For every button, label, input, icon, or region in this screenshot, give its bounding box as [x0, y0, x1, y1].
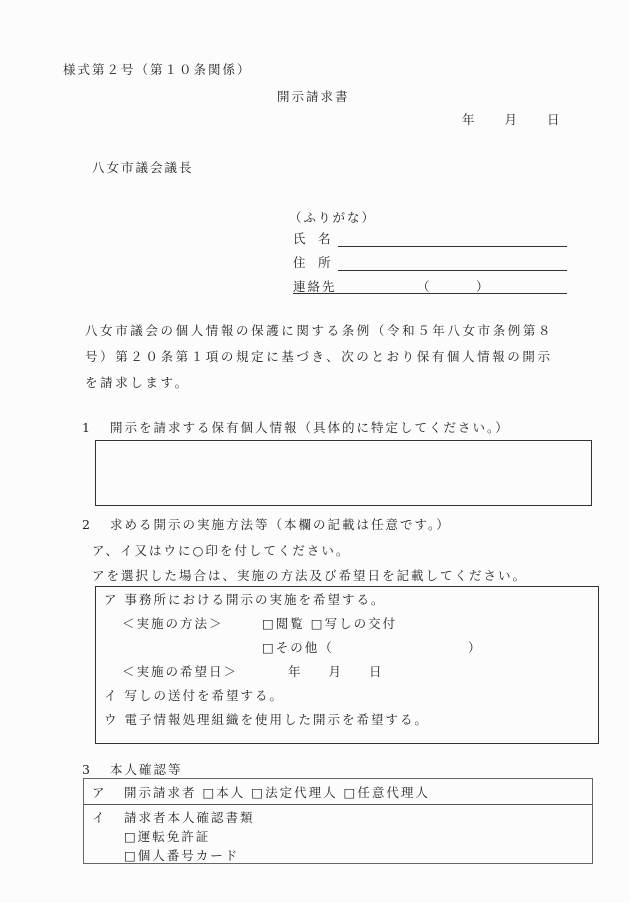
date-month-label: 月 — [504, 112, 518, 127]
requester-type-options[interactable]: 開示請求者 □本人 □法定代理人 □任意代理人 — [124, 785, 430, 800]
preferred-date-label: ＜実施の希望日＞ — [122, 664, 239, 679]
form-number: 様式第２号（第１０条関係） — [63, 62, 252, 77]
section1-number: 1 — [82, 420, 90, 435]
address-field[interactable] — [293, 253, 567, 273]
checkbox-inspection[interactable]: □閲覧 — [262, 616, 305, 631]
addressee: 八女市議会議長 — [92, 160, 194, 175]
contact-label: 連絡先 — [293, 279, 337, 294]
method-other[interactable] — [262, 638, 483, 656]
address-label: 住 所 — [293, 255, 331, 270]
option-a-office-disclosure[interactable]: ア 事務所における開示の実施を希望する。 — [104, 592, 386, 607]
section1-title: 開示を請求する保有個人情報（具体的に特定してください。） — [110, 420, 510, 435]
preferred-month-label: 月 — [328, 664, 342, 679]
requester-type-row — [84, 779, 592, 805]
section3-number: 3 — [82, 762, 90, 777]
preferred-date-fields[interactable] — [288, 662, 382, 680]
checkbox-drivers-license[interactable]: □運転免許証 — [124, 829, 211, 844]
id-documents-row — [84, 804, 592, 863]
intro-line-3: を請求します。 — [85, 375, 190, 390]
furigana-label: （ふりがな） — [289, 210, 377, 225]
address-input-line[interactable] — [338, 270, 567, 271]
request-date[interactable] — [462, 110, 560, 128]
document-title: 開示請求書 — [277, 89, 350, 104]
name-label: 氏 名 — [293, 231, 331, 246]
section3-heading — [82, 760, 183, 778]
section2-number: 2 — [82, 517, 90, 532]
intro-line-2: 号）第２０条第１項の規定に基づき、次のとおり保有個人情報の開示 — [85, 349, 553, 364]
row-i-marker: イ — [92, 810, 105, 825]
preferred-day-label: 日 — [369, 664, 382, 679]
disclosure-method-box — [95, 586, 599, 744]
row-a-marker: ア — [92, 785, 105, 800]
section2-title: 求める開示の実施方法等（本欄の記載は任意です。） — [110, 517, 451, 532]
method-label: ＜実施の方法＞ — [122, 616, 224, 631]
contact-field[interactable] — [293, 277, 567, 294]
intro-paragraph — [85, 318, 553, 396]
intro-line-1: 八女市議会の個人情報の保護に関する条例（令和５年八女市条例第８ — [85, 323, 554, 338]
contact-paren-open: （ — [417, 279, 430, 294]
identity-verification-table — [83, 778, 593, 864]
date-day-label: 日 — [547, 112, 560, 127]
section3-title: 本人確認等 — [110, 762, 183, 777]
section2-heading — [82, 515, 451, 533]
id-documents-title: 請求者本人確認書類 — [124, 810, 255, 825]
date-year-label: 年 — [462, 112, 475, 127]
method-options — [262, 614, 397, 632]
section2-note-option-a: アを選択した場合は、実施の方法及び希望日を記載してください。 — [92, 568, 528, 583]
checkbox-my-number-card[interactable]: □個人番号カード — [124, 848, 240, 863]
section2-note-circle: ア、イ又はウに○印を付してください。 — [92, 543, 351, 558]
section1-heading — [82, 418, 510, 436]
name-input-line[interactable] — [338, 246, 567, 247]
method-other-close-paren: ） — [468, 640, 483, 655]
contact-paren-close: ） — [476, 279, 489, 294]
checkbox-other[interactable]: □その他（ — [262, 640, 334, 655]
checkbox-copy-delivery[interactable]: □写しの交付 — [310, 616, 398, 631]
requested-info-textbox[interactable] — [95, 440, 592, 506]
name-field[interactable] — [293, 229, 567, 249]
preferred-year-label: 年 — [288, 664, 301, 679]
option-i-copy-mail[interactable]: イ 写しの送付を希望する。 — [104, 688, 284, 703]
option-u-electronic[interactable]: ウ 電子情報処理組織を使用した開示を希望する。 — [104, 712, 429, 727]
